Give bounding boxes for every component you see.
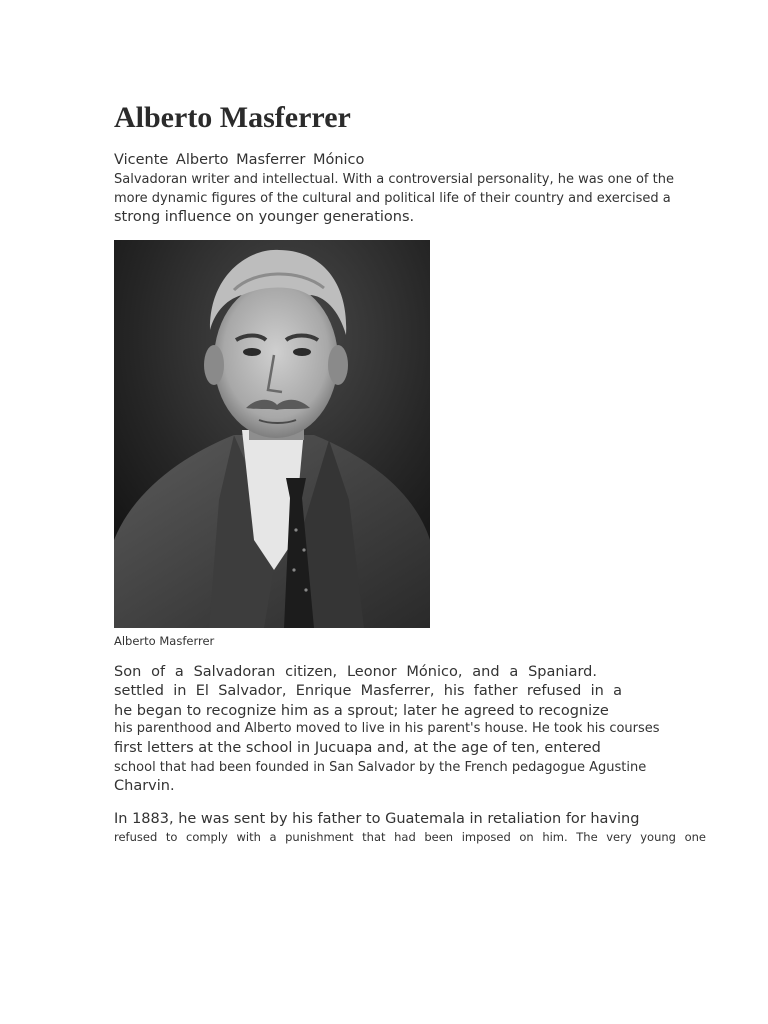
paragraph-line	[114, 830, 706, 844]
word: Leonor	[346, 664, 397, 680]
word: on	[519, 830, 534, 844]
word: The	[576, 830, 598, 844]
word: refused	[526, 683, 582, 699]
portrait-photo	[114, 240, 430, 628]
full-name: Vicente Alberto Masferrer Mónico	[114, 152, 365, 168]
word: Salvadoran	[193, 664, 276, 680]
paragraph-line: first letters at the school in Jucuapa and, at the age of ten, entered	[114, 740, 601, 756]
word: a	[613, 683, 622, 699]
photo-caption: Alberto Masferrer	[114, 634, 215, 648]
word: young	[640, 830, 676, 844]
paragraph-line: In 1883, he was sent by his father to Guatemala in retaliation for having	[114, 811, 640, 827]
paragraph-line: he began to recognize him as a sprout; later he agreed to recognize	[114, 703, 609, 719]
word: with	[236, 830, 261, 844]
word: been	[424, 830, 454, 844]
word: and	[472, 664, 500, 680]
word: imposed	[461, 830, 511, 844]
word: that	[362, 830, 386, 844]
word: punishment	[285, 830, 354, 844]
word: in	[173, 683, 187, 699]
intro-line: strong influence on younger generations.	[114, 209, 415, 225]
page-title: Alberto Masferrer	[114, 101, 351, 134]
word: very	[606, 830, 632, 844]
word: settled	[114, 683, 164, 699]
word: him.	[542, 830, 568, 844]
word: Salvador,	[218, 683, 287, 699]
word: one	[684, 830, 706, 844]
word: comply	[186, 830, 228, 844]
paragraph-line: Charvin.	[114, 778, 175, 794]
word: Spaniard.	[528, 664, 597, 680]
paragraph-line: his parenthood and Alberto moved to live in his parent's house. He took his courses	[114, 721, 660, 736]
word: refused	[114, 830, 158, 844]
word: a	[269, 830, 277, 844]
portrait-image	[114, 240, 430, 628]
word: citizen,	[285, 664, 338, 680]
word: his	[443, 683, 465, 699]
word: El	[195, 683, 209, 699]
intro-line: more dynamic figures of the cultural and political life of their country and exercised a	[114, 191, 671, 206]
word: Son	[114, 664, 142, 680]
word: of	[151, 664, 166, 680]
paragraph-line	[114, 664, 597, 680]
intro-line: Salvadoran writer and intellectual. With a controversial personality, he was one of the	[114, 172, 674, 187]
word: father	[473, 683, 518, 699]
word: Mónico,	[406, 664, 463, 680]
word: had	[394, 830, 416, 844]
paragraph-line	[114, 683, 622, 699]
word: Masferrer,	[360, 683, 435, 699]
paragraph-line: school that had been founded in San Salvador by the French pedagogue Agustine	[114, 760, 647, 775]
word: a	[509, 664, 519, 680]
word: to	[165, 830, 178, 844]
word: a	[174, 664, 184, 680]
word: Enrique	[295, 683, 352, 699]
word: in	[590, 683, 604, 699]
